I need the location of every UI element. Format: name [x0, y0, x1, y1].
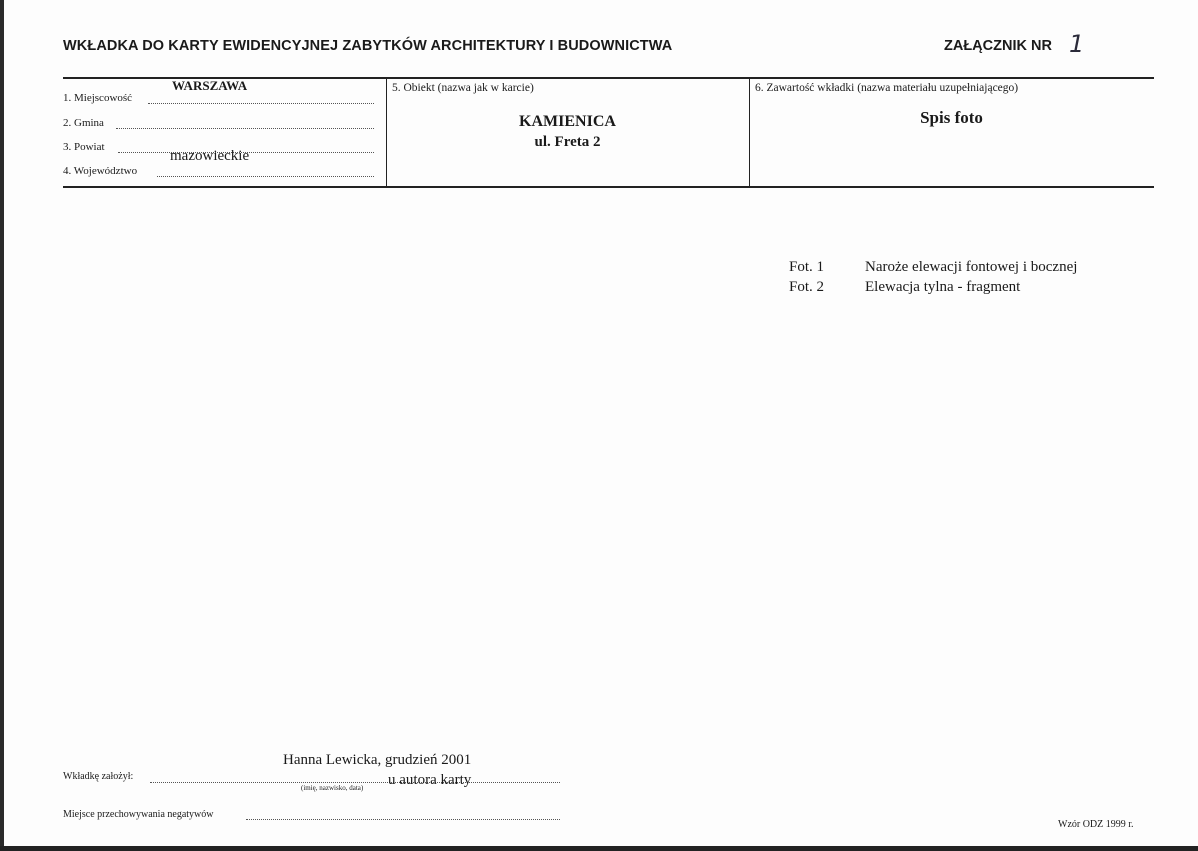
scan-edge-left: [0, 0, 4, 851]
author-value: Hanna Lewicka, grudzień 2001: [283, 752, 472, 768]
author-hint: (imię, nazwisko, data): [301, 784, 364, 792]
column-divider-2: [749, 77, 750, 187]
content-value: Spis foto: [920, 108, 983, 127]
gmina-line: [116, 128, 374, 129]
photo-description: Naroże elewacji fontowej i bocznej: [865, 259, 1078, 275]
storage-inline: u autora karty: [388, 772, 472, 788]
miejscowosc-label: 1. Miejscowość: [63, 92, 133, 104]
object-address: ul. Freta 2: [534, 134, 601, 150]
negatives-label: Miejsce przechowywania negatywów: [63, 809, 214, 820]
photo-number: Fot. 2: [789, 279, 825, 295]
content-label: 6. Zawartość wkładki (nazwa materiału uzupełniającego): [755, 82, 1019, 94]
form-title: WKŁADKA DO KARTY EWIDENCYJNEJ ZABYTKÓW ARCHITEKTURY I BUDOWNICTWA: [63, 38, 673, 54]
wojewodztwo-value: mazowieckie: [170, 148, 250, 164]
template-note: Wzór ODZ 1999 r.: [1058, 819, 1134, 830]
author-label: Wkładkę założył:: [63, 771, 134, 782]
annex-label: ZAŁĄCZNIK NR: [944, 38, 1052, 54]
scan-edge-bottom: [0, 846, 1198, 851]
powiat-label: 3. Powiat: [63, 141, 105, 153]
photo-number: Fot. 1: [789, 259, 825, 275]
miejscowosc-value: WARSZAWA: [172, 78, 248, 93]
wojewodztwo-line: [157, 176, 374, 177]
photo-description: Elewacja tylna - fragment: [865, 279, 1021, 295]
column-divider-1: [386, 77, 387, 187]
wojewodztwo-label: 4. Województwo: [63, 165, 138, 177]
gmina-label: 2. Gmina: [63, 117, 104, 129]
annex-number: 1: [1069, 30, 1085, 58]
object-name: KAMIENICA: [519, 113, 616, 130]
object-label: 5. Obiekt (nazwa jak w karcie): [392, 82, 534, 94]
table-bottom-rule: [63, 186, 1154, 188]
negatives-line: [246, 819, 560, 820]
miejscowosc-line: [148, 103, 374, 104]
author-line: [150, 782, 560, 783]
